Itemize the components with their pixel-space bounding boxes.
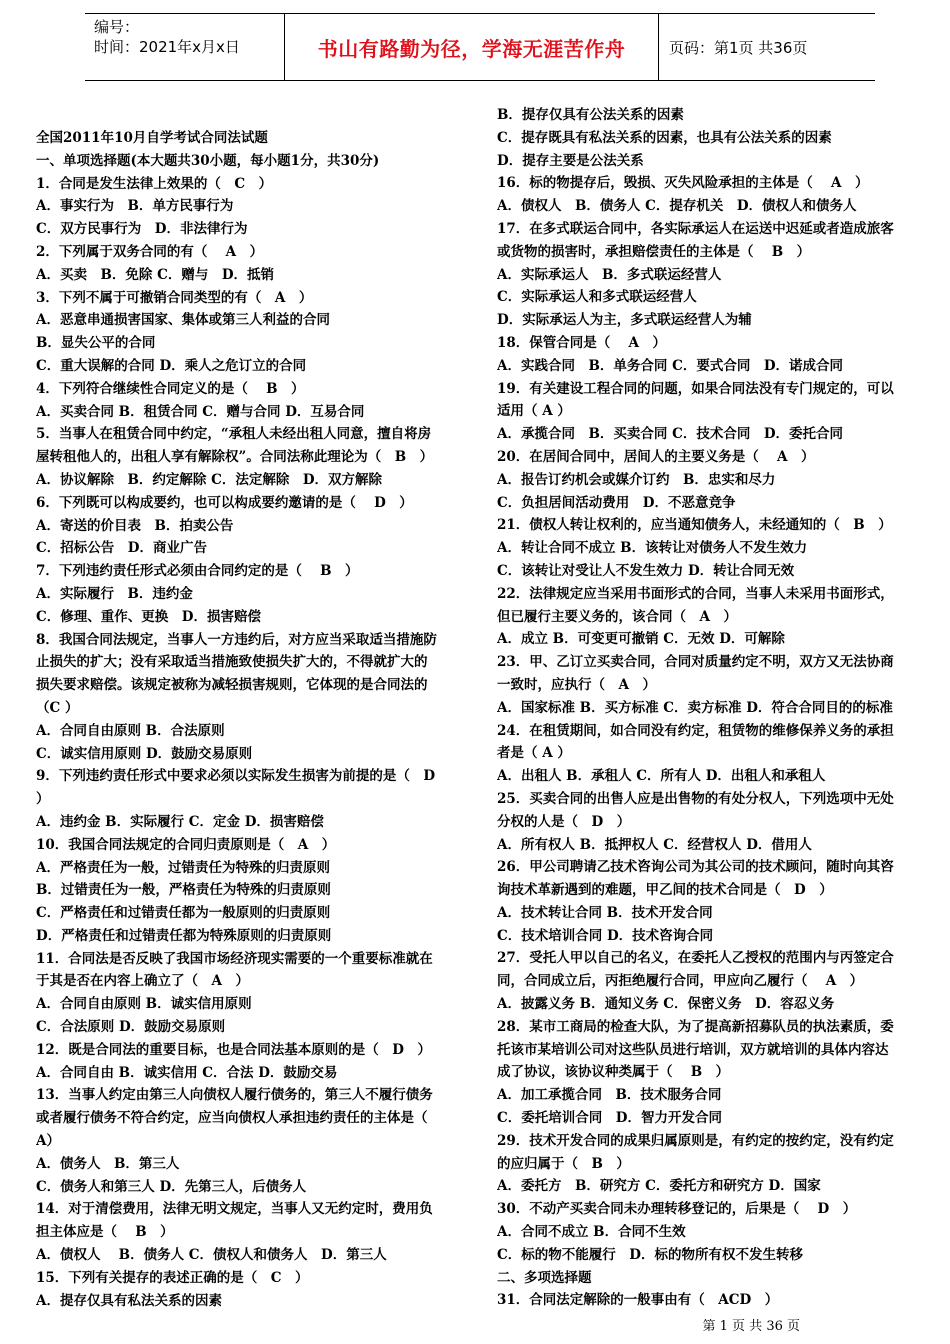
text-line: A．披露义务 B．通知义务 C．保密义务 D．容忍义务 xyxy=(497,996,835,1013)
text-line: 12．既是合同法的重要目标，也是合同法基本原则的是（ D ） xyxy=(36,1041,431,1058)
text-line: B．过错责任为一般，严格责任为特殊的归责原则 xyxy=(36,882,331,899)
text-line: A．寄送的价目表 B．拍卖公告 xyxy=(36,517,234,534)
text-line: 的应归属于（ B ） xyxy=(497,1155,630,1172)
text-line: 26．甲公司聘请乙技术咨询公司为其公司的技术顾问，随时向其咨 xyxy=(497,859,894,876)
text-line: A．事实行为 B．单方民事行为 xyxy=(36,198,234,215)
text-line: A） xyxy=(36,1133,60,1150)
text-line: 同，合同成立后，丙拒绝履行合同，甲应向乙履行（ A ） xyxy=(497,973,864,990)
text-line: A．债务人 B．第三人 xyxy=(36,1155,180,1172)
text-line: 1．合同是发生法律上效果的（ C ） xyxy=(36,175,273,192)
text-line: A．合同不成立 B．合同不生效 xyxy=(497,1224,686,1241)
header-page-cell xyxy=(659,14,875,80)
text-line: 21．债权人转让权利的，应当通知债务人，未经通知的（ B ） xyxy=(497,517,892,534)
text-line: 但已履行主要义务的，该合同（ A ） xyxy=(497,608,737,625)
text-line: 屋转租他人的，出租人享有解除权”。合同法称此理论为（ B ） xyxy=(36,449,434,466)
text-line: 4．下列符合继续性合同定义的是（ B ） xyxy=(36,380,305,397)
text-line: 止损失的扩大；没有采取适当措施致使损失扩大的，不得就扩大的 xyxy=(36,654,428,671)
text-line: 一致时，应执行（ A ） xyxy=(497,676,656,693)
footer-page-number: 第 1 页 共 36 页 xyxy=(702,1319,800,1334)
left-column xyxy=(36,127,466,1312)
text-line: A．委托方 B．研究方 C．委托方和研究方 D．国家 xyxy=(497,1178,821,1195)
text-line: C．双方民事行为 D．非法律行为 xyxy=(36,221,248,238)
text-line: 9．下列违约责任形式中要求必须以实际发生损害为前提的是（ D xyxy=(36,768,436,785)
text-line: 16．标的物提存后，毁损、灭失风险承担的主体是（ A ） xyxy=(497,175,869,192)
text-line: 27．受托人甲以自己的名义，在委托人乙授权的范围内与丙签定合 xyxy=(497,950,894,967)
text-line: A．合同自由原则 B．合法原则 xyxy=(36,722,225,739)
text-line: 28．某市工商局的检查大队，为了提高新招募队员的执法素质，委 xyxy=(497,1018,894,1035)
text-line: 二、多项选择题 xyxy=(497,1269,592,1286)
text-line: A．国家标准 B．买方标准 C．卖方标准 D．符合合同目的的标准 xyxy=(497,699,893,716)
header-meta-cell xyxy=(85,14,285,80)
text-line: ） xyxy=(36,791,50,808)
text-line: 31．合同法定解除的一般事由有（ ACD ） xyxy=(497,1292,779,1309)
text-line: A．协议解除 B．约定解除 C．法定解除 D．双方解除 xyxy=(36,471,383,488)
text-line: C．标的物不能履行 D．标的物所有权不发生转移 xyxy=(497,1246,803,1263)
text-line: 2．下列属于双务合同的有（ A ） xyxy=(36,243,264,260)
text-line: A．债权人 B．债务人 C．债权人和债务人 D．第三人 xyxy=(36,1247,387,1264)
text-line: C．合法原则 D．鼓励交易原则 xyxy=(36,1019,226,1036)
text-line: 于其是否在内容上确立了（ A ） xyxy=(36,973,249,990)
text-line: A．恶意串通损害国家、集体或第三人利益的合同 xyxy=(36,312,330,329)
text-line: C．提存既具有私法关系的因素，也具有公法关系的因素 xyxy=(497,129,832,146)
text-line: 24．在租赁期间，如合同没有约定，租赁物的维修保养义务的承担 xyxy=(497,722,894,739)
text-line: 分权的人是（ D ） xyxy=(497,813,631,830)
text-line: 损失要求赔偿。该规定被称为减轻损害规则，它体现的是合同法的 xyxy=(36,677,428,694)
text-line: A．转让合同不成立 B．该转让对债务人不发生效力 xyxy=(497,540,808,557)
text-line: A．买卖合同 B．租赁合同 C．赠与合同 D．互易合同 xyxy=(36,403,365,420)
text-line: 23．甲、乙订立买卖合同，合同对质量约定不明，双方又无法协商 xyxy=(497,654,894,671)
text-line: 3．下列不属于可撤销合同类型的有（ A ） xyxy=(36,289,313,306)
page-footer xyxy=(0,1315,950,1334)
text-line: 担主体应是（ B ） xyxy=(36,1224,174,1241)
text-line: 15．下列有关提存的表述正确的是（ C ） xyxy=(36,1269,309,1286)
text-line: C．重大误解的合同 D．乘人之危订立的合同 xyxy=(36,357,307,374)
text-line: A．合同自由原则 B．诚实信用原则 xyxy=(36,996,252,1013)
text-line: C．严格责任和过错责任都为一般原则的归责原则 xyxy=(36,905,331,922)
text-line: C．委托培训合同 D．智力开发合同 xyxy=(497,1110,722,1127)
text-line: 成了协议，该协议种类属于（ B ） xyxy=(497,1064,730,1081)
text-line: B．提存仅具有公法关系的因素 xyxy=(497,107,684,123)
text-line: 一、单项选择题(本大题共30小题，每小题1分，共30分) xyxy=(36,152,380,169)
text-line: （C ） xyxy=(36,699,79,716)
document-time-label: 时间：2021年x月x日 xyxy=(94,38,240,56)
text-line: A．实际承运人 B．多式联运经营人 xyxy=(497,266,722,283)
text-line: 30．不动产买卖合同未办理转移登记的，后果是（ D ） xyxy=(497,1201,857,1218)
text-line: 17．在多式联运合同中，各实际承运人在运送中迟延或者造成旅客 xyxy=(497,220,894,237)
text-line: C．招标公告 D．商业广告 xyxy=(36,540,207,557)
header-motto-cell xyxy=(285,14,659,80)
text-line: 者是（ A ） xyxy=(497,745,571,762)
text-line: A．承揽合同 B．买卖合同 C．技术合同 D．委托合同 xyxy=(497,426,844,443)
text-line: A．出租人 B．承租人 C．所有人 D．出租人和承租人 xyxy=(497,768,826,785)
text-line: A．技术转让合同 B．技术开发合同 xyxy=(497,904,713,921)
text-line: D．提存主要是公法关系 xyxy=(497,152,644,169)
page-header xyxy=(85,13,875,81)
text-line: 询技术革新遇到的难题，甲乙间的技术合同是（ D ） xyxy=(497,882,833,899)
text-line: 25．买卖合同的出售人应是出售物的有处分权人，下列选项中无处 xyxy=(497,790,894,807)
text-line: D．严格责任和过错责任都为特殊原则的归责原则 xyxy=(36,927,332,944)
text-line: A．所有权人 B．抵押权人 C．经营权人 D．借用人 xyxy=(497,836,812,853)
text-line: A．实践合同 B．单务合同 C．要式合同 D．诺成合同 xyxy=(497,357,844,374)
text-line: A．提存仅具有私法关系的因素 xyxy=(36,1292,222,1309)
text-line: 全国2011年10月自学考试合同法试题 xyxy=(36,130,268,146)
text-line: 适用（ A ） xyxy=(497,403,571,420)
text-line: A．债权人 B．债务人 C．提存机关 D．债权人和债务人 xyxy=(497,198,857,215)
text-line: 10．我国合同法规定的合同归责原则是（ A ） xyxy=(36,836,336,853)
text-line: 5．当事人在租赁合同中约定，“承租人未经出租人同意，擅自将房 xyxy=(36,426,432,443)
text-line: 6．下列既可以构成要约，也可以构成要约邀请的是（ D ） xyxy=(36,494,413,511)
text-line: 20．在居间合同中，居间人的主要义务是（ A ） xyxy=(497,448,815,465)
header-page-label: 页码：第1页 共36页 xyxy=(669,38,808,57)
text-line: 13．当事人约定由第三人向债权人履行债务的，第三人不履行债务 xyxy=(36,1087,433,1104)
text-line: 8．我国合同法规定，当事人一方违约后，对方应当采取适当措施防 xyxy=(36,631,437,648)
text-line: C．该转让对受让人不发生效力 D．转让合同无效 xyxy=(497,562,795,579)
text-line: A．加工承揽合同 B．技术服务合同 xyxy=(497,1087,722,1104)
text-line: 29．技术开发合同的成果归属原则是，有约定的按约定，没有约定 xyxy=(497,1132,894,1149)
right-column xyxy=(497,104,927,1312)
text-line: A．买卖 B．免除 C．赠与 D．抵销 xyxy=(36,266,275,283)
text-line: A．违约金 B．实际履行 C．定金 D．损害赔偿 xyxy=(36,813,324,830)
text-line: 或货物的损害时，承担赔偿责任的主体是（ B ） xyxy=(497,243,811,260)
text-line: C．负担居间活动费用 D．不恶意竞争 xyxy=(497,494,736,511)
text-line: A．报告订约机会或媒介订约 B．忠实和尽力 xyxy=(497,471,776,488)
header-motto: 书山有路勤为径，学海无涯苦作舟 xyxy=(317,36,626,61)
text-line: A．合同自由 B．诚实信用 C．合法 D．鼓励交易 xyxy=(36,1064,338,1081)
text-line: 11．合同法是否反映了我国市场经济现实需要的一个重要标准就在 xyxy=(36,950,433,967)
text-line: A．成立 B．可变更可撤销 C．无效 D．可解除 xyxy=(497,631,785,648)
text-line: C．债务人和第三人 D．先第三人，后债务人 xyxy=(36,1178,307,1195)
text-line: C．实际承运人和多式联运经营人 xyxy=(497,289,697,306)
text-line: C．技术培训合同 D．技术咨询合同 xyxy=(497,927,714,944)
text-line: 或者履行债务不符合约定，应当向债权人承担违约责任的主体是（ xyxy=(36,1110,428,1127)
text-line: D．实际承运人为主，多式联运经营人为辅 xyxy=(497,312,752,329)
text-line: 18．保管合同是（ A ） xyxy=(497,334,666,351)
document-number-label: 编号： xyxy=(94,18,140,36)
text-line: 22．法律规定应当采用书面形式的合同，当事人未采用书面形式， xyxy=(497,585,894,602)
text-line: 托该市某培训公司对这些队员进行培训，双方就培训的具体内容达 xyxy=(497,1041,889,1058)
text-line: C．诚实信用原则 D．鼓励交易原则 xyxy=(36,745,253,762)
text-line: 19．有关建设工程合同的问题，如果合同法没有专门规定的，可以 xyxy=(497,380,894,397)
text-line: A．实际履行 B．违约金 xyxy=(36,585,193,602)
text-line: A．严格责任为一般，过错责任为特殊的归责原则 xyxy=(36,859,330,876)
text-line: 14．对于清偿费用，法律无明文规定，当事人又无约定时，费用负 xyxy=(36,1201,433,1218)
text-line: 7．下列违约责任形式必须由合同约定的是（ B ） xyxy=(36,563,359,580)
text-line: C．修理、重作、更换 D．损害赔偿 xyxy=(36,608,261,625)
text-line: B．显失公平的合同 xyxy=(36,335,156,352)
